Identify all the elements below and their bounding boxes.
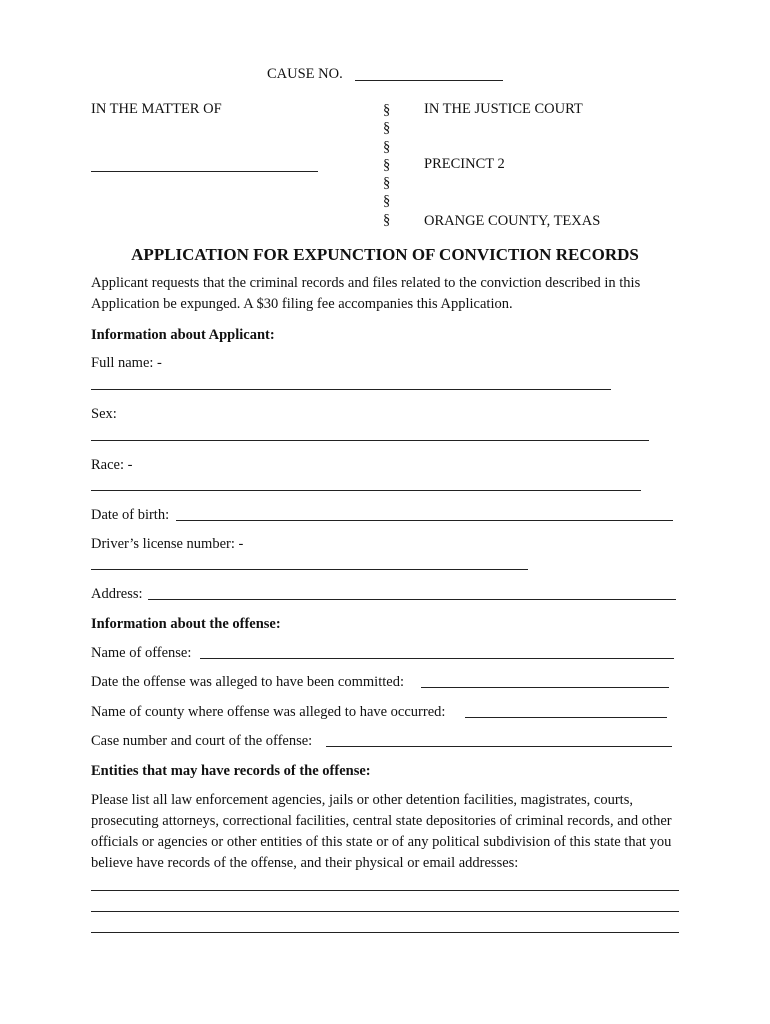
address-label: Address: [91, 586, 143, 602]
precinct-label: PRECINCT 2 [424, 156, 505, 172]
entities-field-line-1[interactable] [91, 890, 679, 891]
court-label: IN THE JUSTICE COURT [424, 101, 583, 117]
case-number-field[interactable] [326, 746, 672, 747]
intro-paragraph: Applicant requests that the criminal records and files related to the conviction described in this Application be expunged. A $30 filing fee accompanies this Application. [91, 275, 641, 312]
section-symbol: § [383, 156, 391, 173]
cause-number-label: CAUSE NO. [267, 66, 343, 82]
section-symbol: § [383, 102, 391, 118]
applicant-heading: Information about Applicant: [91, 327, 275, 343]
offense-heading: Information about the offense: [91, 616, 281, 632]
entities-paragraph: Please list all law enforcement agencies, jails or other detention facilities, magistrates, courts, prosecuting attorneys, correctional facilities, central state depositories of criminal records, and other officials or agencies or other entities of this state or of any political subdivision of this state that you believe have records of the offense, and their physical or email addresses: [91, 792, 672, 871]
section-symbol: § [383, 211, 391, 228]
county-label: ORANGE COUNTY, TEXAS [424, 213, 601, 229]
section-symbol: § [383, 175, 391, 192]
section-symbol: § [383, 193, 391, 210]
case-number-label: Case number and court of the offense: [91, 733, 313, 749]
offense-date-field[interactable] [421, 687, 669, 688]
full-name-field[interactable] [91, 389, 611, 390]
offense-county-field[interactable] [465, 717, 667, 718]
entities-field-line-2[interactable] [91, 911, 679, 912]
sex-label: Sex: [91, 406, 117, 422]
offense-county-label: Name of county where offense was alleged to have occurred: [91, 704, 446, 720]
race-label: Race: - [91, 457, 133, 473]
address-field[interactable] [148, 599, 676, 600]
cause-number-field[interactable] [355, 80, 503, 81]
offense-name-field[interactable] [200, 658, 674, 659]
drivers-license-field[interactable] [91, 569, 528, 570]
date-of-birth-label: Date of birth: [91, 507, 170, 523]
entities-field-line-3[interactable] [91, 932, 679, 933]
drivers-license-label: Driver’s license number: - [91, 536, 244, 552]
matter-name-field[interactable] [91, 171, 318, 172]
offense-name-label: Name of offense: [91, 645, 192, 661]
full-name-label: Full name: - [91, 355, 162, 371]
race-field[interactable] [91, 490, 641, 491]
section-symbol-column [383, 101, 390, 229]
date-of-birth-field[interactable] [176, 520, 673, 521]
in-the-matter-label: IN THE MATTER OF [91, 101, 222, 117]
offense-date-label: Date the offense was alleged to have been committed: [91, 674, 404, 690]
section-symbol: § [383, 138, 391, 155]
entities-heading: Entities that may have records of the offense: [91, 763, 371, 779]
sex-field[interactable] [91, 440, 649, 441]
section-symbol: § [383, 120, 391, 137]
page-title: APPLICATION FOR EXPUNCTION OF CONVICTION RECORDS [131, 245, 639, 264]
